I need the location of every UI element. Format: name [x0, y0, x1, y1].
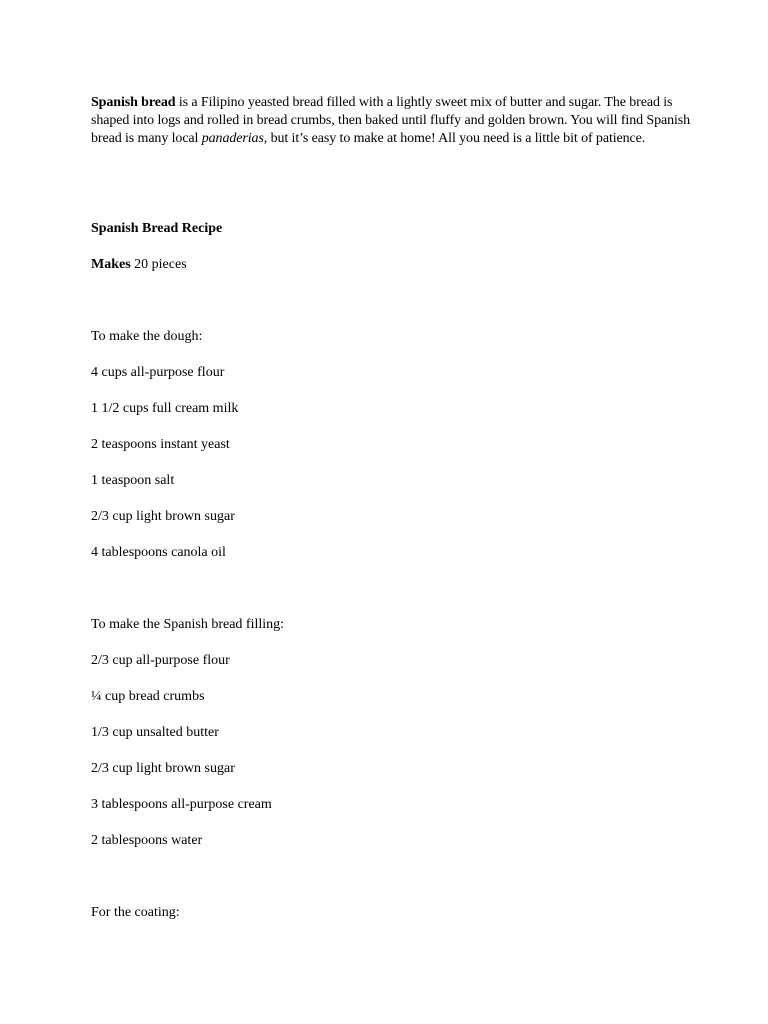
ingredient-item: 1/3 cup unsalted butter — [91, 725, 219, 740]
intro-bold-term: Spanish bread — [91, 95, 176, 110]
ingredient-item: ¼ cup bread crumbs — [91, 689, 205, 704]
yield-label: Makes — [91, 257, 131, 272]
ingredient-item: 1 teaspoon salt — [91, 473, 175, 488]
yield-value: 20 pieces — [130, 257, 187, 272]
ingredient-item: 2 tablespoons water — [91, 833, 203, 848]
intro-text: is a Filipino yeasted bread filled with a lightly sweet mix of butter and sugar. The bread is shaped into logs and rolled in bread crumbs, then baked until fluffy and golden brown. You will find Spanish bread is many local — [91, 95, 691, 146]
recipe-title-text: Spanish Bread Recipe — [91, 221, 223, 236]
ingredient-item: 2/3 cup light brown sugar — [91, 761, 235, 776]
ingredient-item: 2 teaspoons instant yeast — [91, 437, 230, 452]
coating-heading: For the coating: — [91, 905, 180, 920]
ingredient-item: 4 tablespoons canola oil — [91, 545, 226, 560]
dough-heading: To make the dough: — [91, 329, 203, 344]
ingredient-item: 2/3 cup light brown sugar — [91, 509, 235, 524]
intro-italic-term: panaderias — [201, 131, 264, 146]
filling-heading: To make the Spanish bread filling: — [91, 617, 285, 632]
ingredient-item: 2/3 cup all-purpose flour — [91, 653, 230, 668]
intro-text-end: , but it’s easy to make at home! All you need is a little bit of patience. — [263, 131, 646, 146]
recipe-yield — [91, 256, 187, 274]
ingredient-item: 3 tablespoons all-purpose cream — [91, 797, 272, 812]
ingredient-item: 4 cups all-purpose flour — [91, 365, 225, 380]
intro-paragraph — [91, 94, 691, 148]
recipe-title — [91, 220, 222, 238]
ingredient-item: 1 1/2 cups full cream milk — [91, 401, 239, 416]
